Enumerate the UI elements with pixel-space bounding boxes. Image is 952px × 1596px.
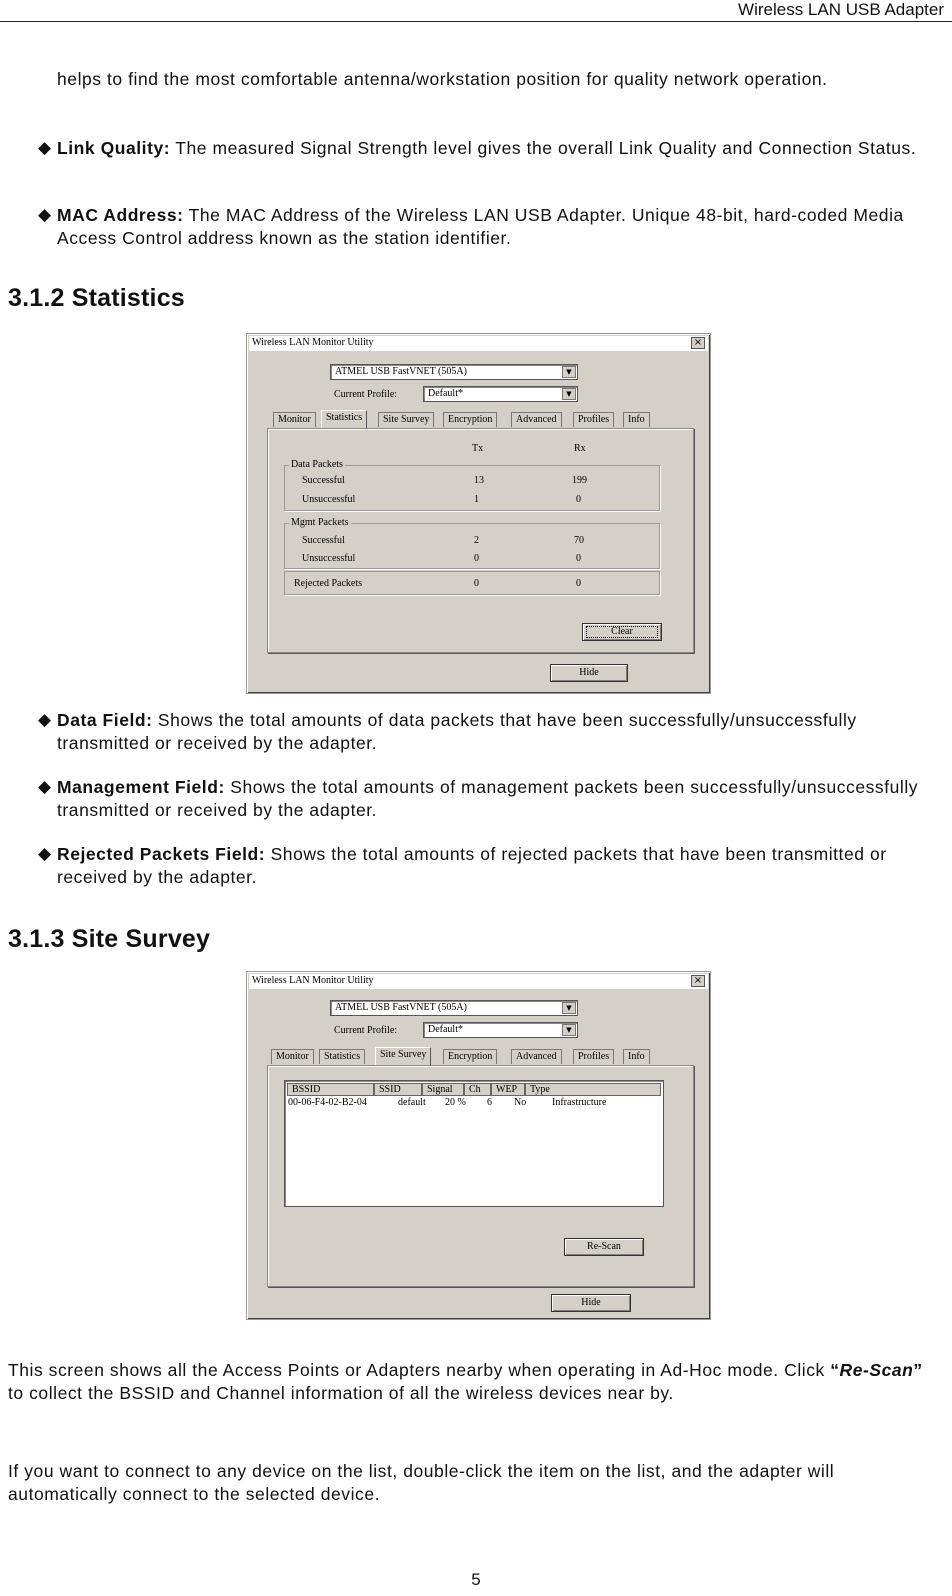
bullet-icon: ◆ [38,777,52,796]
data-field-term: Data Field: [57,710,153,730]
survey-paragraph-1 [8,1359,938,1405]
chevron-down-icon[interactable]: ▼ [562,1024,576,1036]
mac-address-desc: The MAC Address of the Wireless LAN USB Adapter. Unique 48-bit, hard-coded Media Access Control address known as the station identifier. [57,205,904,248]
data-field-item [57,709,937,755]
data-packets-group [284,459,660,511]
rescan-button[interactable]: Re-Scan [564,1238,644,1256]
data-unsuccessful-label: Unsuccessful [302,494,356,505]
mgmt-packets-group [284,517,660,569]
adapter-select[interactable] [330,1000,578,1016]
rx-header: Rx [574,443,586,454]
adapter-value: ATMEL USB FastVNET (505A) [335,366,467,377]
window-title: Wireless LAN Monitor Utility [252,975,374,986]
rejected-tx: 0 [474,578,479,589]
profile-label: Current Profile: [334,389,398,400]
site-survey-heading: 3.1.3 Site Survey [8,925,211,953]
access-point-list[interactable] [284,1080,664,1207]
rejected-field-desc: Shows the total amounts of rejected packets that have been transmitted or received by the adapter. [57,844,887,887]
tab-profiles[interactable]: Profiles [573,1049,614,1064]
data-successful-rx: 199 [572,475,587,486]
close-icon[interactable]: × [691,975,705,987]
column-header-channel[interactable]: Ch [464,1083,491,1096]
tab-strip [273,412,683,428]
rescan-emphasis: Re-Scan [839,1360,914,1380]
tab-info[interactable]: Info [623,1049,650,1064]
quote-open: “ [830,1360,840,1380]
column-header-signal[interactable]: Signal [422,1083,464,1096]
title-bar [249,336,708,351]
tab-statistics[interactable]: Statistics [321,410,367,428]
survey-p1-end: to collect the BSSID and Channel information of all the wireless devices near by. [8,1383,674,1403]
rejected-packets-label: Rejected Packets [294,578,363,589]
header-title: Wireless LAN USB Adapter [738,0,944,19]
link-quality-desc: The measured Signal Strength level gives the overall Link Quality and Connection Status. [170,138,917,158]
row-signal: 20 % [445,1097,466,1108]
title-bar [249,974,708,989]
management-field-term: Management Field: [57,777,225,797]
row-channel: 6 [487,1097,492,1108]
mgmt-successful-tx: 2 [474,535,479,546]
mac-address-term: MAC Address: [57,205,184,225]
profile-select[interactable] [423,1022,578,1038]
chevron-down-icon[interactable]: ▼ [562,388,576,400]
profile-value: Default* [428,388,463,399]
profile-label: Current Profile: [334,1025,398,1036]
bullet-icon: ◆ [38,138,52,157]
tab-info[interactable]: Info [623,412,650,427]
data-packets-label: Data Packets [291,459,343,470]
survey-paragraph-2: If you want to connect to any device on the list, double-click the item on the list, and the adapter will automatically connect to the selected device. [8,1461,835,1504]
hide-button[interactable]: Hide [551,1294,631,1312]
profile-select[interactable] [423,386,578,402]
rejected-packets-group [284,571,660,595]
page-header [0,0,952,22]
rejected-rx: 0 [576,578,581,589]
statistics-panel [267,428,694,653]
row-wep: No [514,1097,527,1108]
data-field-desc: Shows the total amounts of data packets that have been successfully/unsuccessfully transmitted or received by the adapter. [57,710,857,753]
column-header-type[interactable]: Type [525,1083,661,1096]
profile-value: Default* [428,1024,463,1035]
statistics-heading: 3.1.2 Statistics [8,284,185,312]
data-unsuccessful-rx: 0 [576,494,581,505]
mac-address-item [57,204,937,250]
tab-encryption[interactable]: Encryption [443,412,497,427]
bullet-icon: ◆ [38,205,52,224]
survey-p1-start: This screen shows all the Access Points or Adapters nearby when operating in Ad-Hoc mode. Click [8,1360,831,1380]
clear-button[interactable] [582,623,662,641]
chevron-down-icon[interactable]: ▼ [562,1002,576,1014]
data-successful-label: Successful [302,475,345,486]
tab-monitor[interactable]: Monitor [273,412,316,427]
tab-site-survey[interactable]: Site Survey [375,1047,431,1065]
column-header-ssid[interactable]: SSID [374,1083,422,1096]
data-successful-tx: 13 [474,475,484,486]
row-type: Infrastructure [552,1097,607,1108]
mgmt-unsuccessful-tx: 0 [474,553,479,564]
tab-profiles[interactable]: Profiles [573,412,614,427]
tab-encryption[interactable]: Encryption [443,1049,497,1064]
tab-site-survey[interactable]: Site Survey [378,412,434,427]
mgmt-successful-label: Successful [302,535,345,546]
rejected-field-term: Rejected Packets Field: [57,844,266,864]
tab-statistics[interactable]: Statistics [319,1049,365,1064]
mgmt-packets-label: Mgmt Packets [291,517,349,528]
link-quality-item [57,137,937,160]
page-number: 5 [471,1570,481,1589]
data-unsuccessful-tx: 1 [474,494,479,505]
adapter-select[interactable] [330,364,578,380]
hide-button[interactable]: Hide [550,664,628,682]
adapter-value: ATMEL USB FastVNET (505A) [335,1002,467,1013]
bullet-icon: ◆ [38,844,52,863]
statistics-dialog [246,333,711,694]
mgmt-successful-rx: 70 [574,535,584,546]
mgmt-unsuccessful-rx: 0 [576,553,581,564]
clear-button-label: Clear [611,626,633,637]
row-bssid: 00-06-F4-02-B2-04 [288,1097,367,1108]
tx-header: Tx [472,443,484,454]
chevron-down-icon[interactable]: ▼ [562,366,576,378]
tab-advanced[interactable]: Advanced [511,1049,562,1064]
window-title: Wireless LAN Monitor Utility [252,337,374,348]
tab-strip [271,1049,681,1065]
bullet-icon: ◆ [38,710,52,729]
management-field-item [57,776,937,822]
row-ssid: default [398,1097,426,1108]
close-icon[interactable]: × [691,337,705,349]
site-survey-panel [267,1065,694,1287]
quote-close: ” [913,1360,923,1380]
column-header-wep[interactable]: WEP [491,1083,525,1096]
link-quality-term: Link Quality: [57,138,171,158]
rejected-field-item [57,843,947,889]
site-survey-dialog [246,971,711,1320]
tab-advanced[interactable]: Advanced [511,412,562,427]
management-field-desc: Shows the total amounts of management packets been successfully/unsuccessfully transmitted or received by the adapter. [57,777,919,820]
intro-paragraph: helps to find the most comfortable antenna/workstation position for quality network operation. [57,69,828,89]
tab-monitor[interactable]: Monitor [271,1049,314,1064]
mgmt-unsuccessful-label: Unsuccessful [302,553,356,564]
column-header-bssid[interactable]: BSSID [287,1083,374,1096]
